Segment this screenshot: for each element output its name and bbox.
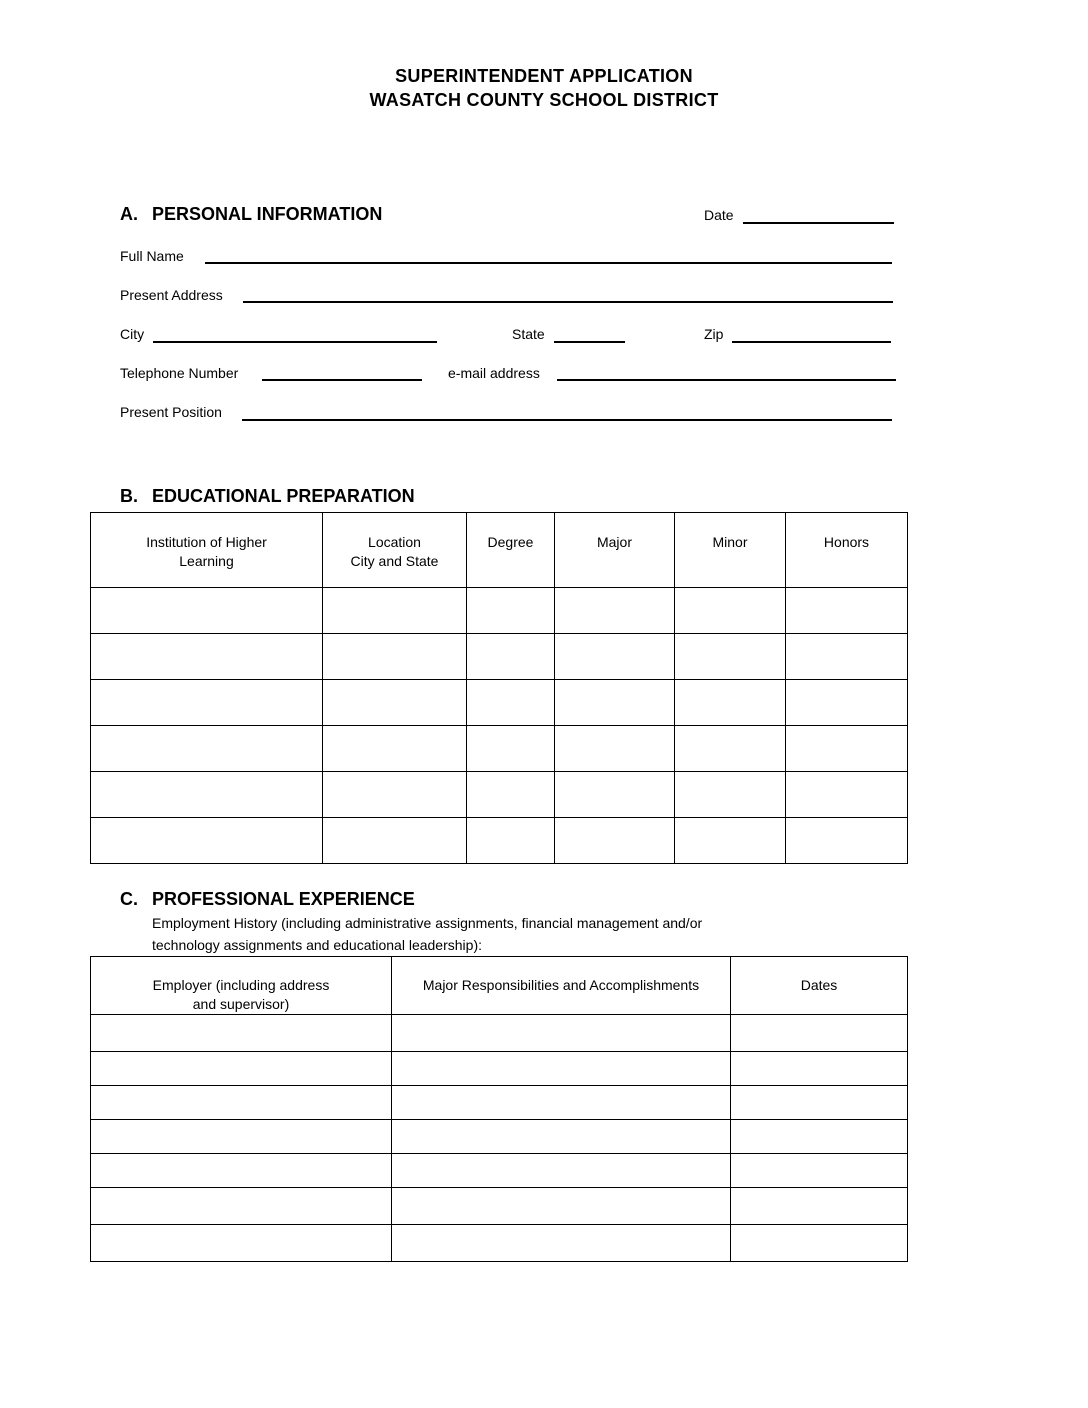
table-cell[interactable] <box>392 1225 731 1262</box>
city-label: City <box>120 326 145 342</box>
full-name-label: Full Name <box>120 248 184 264</box>
table-cell[interactable] <box>323 818 467 864</box>
table-row <box>91 1052 908 1086</box>
table-cell[interactable] <box>323 634 467 680</box>
table-cell[interactable] <box>91 1154 392 1188</box>
table-cell[interactable] <box>392 1120 731 1154</box>
employment-table <box>90 956 908 1262</box>
table-cell[interactable] <box>555 772 675 818</box>
education-col-honors: Honors <box>786 513 908 588</box>
table-cell[interactable] <box>555 818 675 864</box>
table-cell[interactable] <box>675 588 786 634</box>
table-cell[interactable] <box>786 634 908 680</box>
table-cell[interactable] <box>555 588 675 634</box>
table-cell[interactable] <box>392 1154 731 1188</box>
table-cell[interactable] <box>731 1188 908 1225</box>
table-cell[interactable] <box>786 818 908 864</box>
table-row <box>91 634 908 680</box>
intro-line-2: technology assignments and educational leadership): <box>152 937 482 953</box>
section-a-letter: A. <box>120 204 138 224</box>
education-table <box>90 512 908 864</box>
section-c-heading <box>120 889 415 910</box>
section-a-heading <box>120 204 382 225</box>
table-cell[interactable] <box>91 726 323 772</box>
table-cell[interactable] <box>323 726 467 772</box>
table-cell[interactable] <box>467 726 555 772</box>
education-col-major: Major <box>555 513 675 588</box>
intro-line-1: Employment History (including administrative assignments, financial management and/or <box>152 915 703 931</box>
section-b-heading <box>120 486 415 507</box>
education-col-location: Location City and State <box>323 513 467 588</box>
table-row <box>91 772 908 818</box>
employment-header-row <box>91 957 908 1015</box>
table-cell[interactable] <box>91 1120 392 1154</box>
table-cell[interactable] <box>675 680 786 726</box>
table-cell[interactable] <box>392 1052 731 1086</box>
table-cell[interactable] <box>731 1225 908 1262</box>
education-header-row <box>91 513 908 588</box>
table-row <box>91 680 908 726</box>
table-cell[interactable] <box>786 726 908 772</box>
table-row <box>91 1120 908 1154</box>
table-cell[interactable] <box>731 1086 908 1120</box>
telephone-label: Telephone Number <box>120 365 239 381</box>
education-col-degree: Degree <box>467 513 555 588</box>
table-row <box>91 1225 908 1262</box>
table-cell[interactable] <box>467 680 555 726</box>
table-row <box>91 1086 908 1120</box>
employment-col-responsibilities: Major Responsibilities and Accomplishments <box>392 957 731 1015</box>
table-cell[interactable] <box>91 1086 392 1120</box>
table-cell[interactable] <box>392 1086 731 1120</box>
table-cell[interactable] <box>467 772 555 818</box>
table-cell[interactable] <box>467 634 555 680</box>
table-cell[interactable] <box>91 634 323 680</box>
table-cell[interactable] <box>731 1154 908 1188</box>
table-cell[interactable] <box>91 818 323 864</box>
city-field[interactable] <box>153 341 437 343</box>
present-address-field[interactable] <box>243 301 893 303</box>
table-cell[interactable] <box>392 1188 731 1225</box>
table-cell[interactable] <box>675 772 786 818</box>
telephone-field[interactable] <box>262 379 422 381</box>
table-cell[interactable] <box>323 680 467 726</box>
table-cell[interactable] <box>731 1052 908 1086</box>
section-b-letter: B. <box>120 486 138 506</box>
present-position-label: Present Position <box>120 404 222 420</box>
zip-field[interactable] <box>732 341 891 343</box>
present-position-field[interactable] <box>242 419 892 421</box>
table-cell[interactable] <box>675 818 786 864</box>
state-field[interactable] <box>554 341 625 343</box>
table-cell[interactable] <box>786 772 908 818</box>
table-cell[interactable] <box>555 634 675 680</box>
state-label: State <box>512 326 545 342</box>
table-cell[interactable] <box>675 634 786 680</box>
table-cell[interactable] <box>731 1120 908 1154</box>
section-b-title: EDUCATIONAL PREPARATION <box>152 486 415 506</box>
table-row <box>91 1188 908 1225</box>
table-cell[interactable] <box>467 588 555 634</box>
table-cell[interactable] <box>91 1052 392 1086</box>
section-c-title: PROFESSIONAL EXPERIENCE <box>152 889 415 909</box>
employment-history-intro <box>152 912 702 956</box>
table-row <box>91 726 908 772</box>
table-cell[interactable] <box>731 1015 908 1052</box>
date-label: Date <box>704 207 734 223</box>
table-cell[interactable] <box>91 1188 392 1225</box>
district-name: WASATCH COUNTY SCHOOL DISTRICT <box>369 90 719 110</box>
table-cell[interactable] <box>555 680 675 726</box>
document-title: SUPERINTENDENT APPLICATION <box>395 66 693 86</box>
table-cell[interactable] <box>91 680 323 726</box>
section-a-title: PERSONAL INFORMATION <box>152 204 383 224</box>
table-cell[interactable] <box>786 588 908 634</box>
full-name-field[interactable] <box>205 262 892 264</box>
table-cell[interactable] <box>786 680 908 726</box>
present-address-label: Present Address <box>120 287 223 303</box>
education-col-institution: Institution of Higher Learning <box>91 513 323 588</box>
table-cell[interactable] <box>323 588 467 634</box>
date-field[interactable] <box>743 222 894 224</box>
table-cell[interactable] <box>323 772 467 818</box>
table-row <box>91 1015 908 1052</box>
table-cell[interactable] <box>91 772 323 818</box>
table-row <box>91 1154 908 1188</box>
zip-label: Zip <box>704 326 724 342</box>
table-cell[interactable] <box>675 726 786 772</box>
employment-col-dates: Dates <box>731 957 908 1015</box>
email-field[interactable] <box>557 379 896 381</box>
employment-col-employer: Employer (including address and supervisor) <box>91 957 392 1015</box>
table-cell[interactable] <box>91 588 323 634</box>
table-cell[interactable] <box>91 1225 392 1262</box>
table-cell[interactable] <box>467 818 555 864</box>
table-cell[interactable] <box>392 1015 731 1052</box>
table-row <box>91 818 908 864</box>
education-col-minor: Minor <box>675 513 786 588</box>
section-c-letter: C. <box>120 889 138 909</box>
email-label: e-mail address <box>448 365 540 381</box>
table-cell[interactable] <box>555 726 675 772</box>
table-cell[interactable] <box>91 1015 392 1052</box>
table-row <box>91 588 908 634</box>
